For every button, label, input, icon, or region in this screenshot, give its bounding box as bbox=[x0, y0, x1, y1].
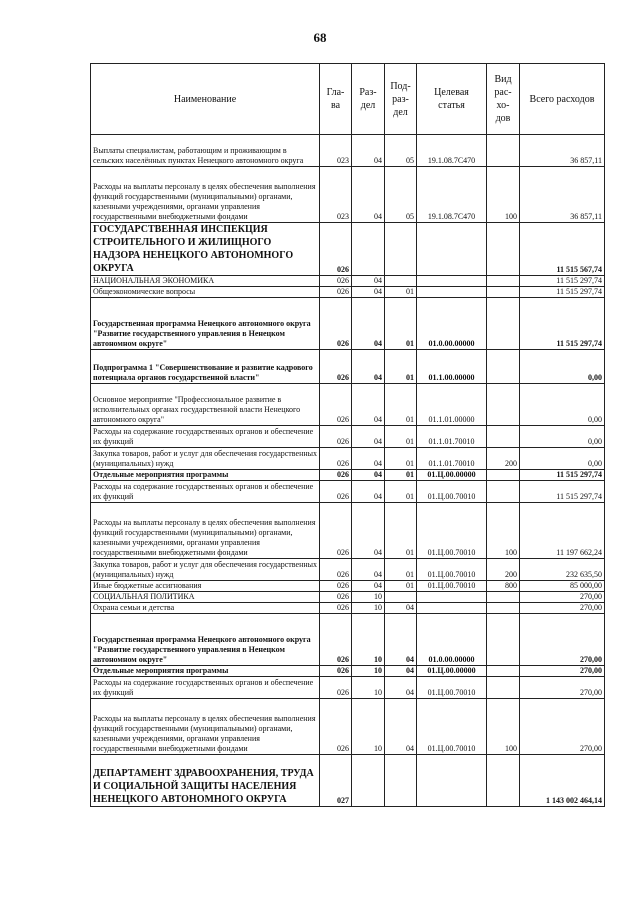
total-cell: 232 635,50 bbox=[520, 559, 605, 581]
total-cell: 85 000,00 bbox=[520, 581, 605, 592]
target-cell bbox=[417, 603, 487, 614]
total-cell: 1 143 002 464,14 bbox=[520, 755, 605, 807]
subsection-cell: 04 bbox=[385, 677, 417, 699]
chapter-cell: 026 bbox=[320, 298, 352, 350]
chapter-cell: 026 bbox=[320, 448, 352, 470]
expense-type-cell bbox=[487, 350, 520, 384]
section-cell: 04 bbox=[352, 426, 385, 448]
section-cell: 04 bbox=[352, 135, 385, 167]
table-body bbox=[91, 135, 605, 807]
target-cell bbox=[417, 755, 487, 807]
header-expense-type: Вид рас- хо- дов bbox=[487, 64, 520, 135]
chapter-cell: 023 bbox=[320, 135, 352, 167]
name-cell: Охрана семьи и детства bbox=[91, 603, 320, 614]
subsection-cell: 05 bbox=[385, 135, 417, 167]
expense-type-cell bbox=[487, 135, 520, 167]
total-cell: 0,00 bbox=[520, 350, 605, 384]
subsection-cell: 01 bbox=[385, 470, 417, 481]
total-cell: 270,00 bbox=[520, 699, 605, 755]
subsection-cell: 01 bbox=[385, 350, 417, 384]
target-cell: 01.Ц.00.00000 bbox=[417, 470, 487, 481]
table-row bbox=[91, 614, 605, 666]
chapter-cell: 026 bbox=[320, 603, 352, 614]
chapter-cell: 026 bbox=[320, 481, 352, 503]
target-cell: 01.0.00.00000 bbox=[417, 298, 487, 350]
total-cell: 270,00 bbox=[520, 614, 605, 666]
section-cell: 10 bbox=[352, 666, 385, 677]
target-cell bbox=[417, 223, 487, 276]
total-cell: 270,00 bbox=[520, 592, 605, 603]
section-cell: 10 bbox=[352, 699, 385, 755]
chapter-cell: 023 bbox=[320, 167, 352, 223]
chapter-cell: 026 bbox=[320, 677, 352, 699]
table-row bbox=[91, 559, 605, 581]
name-cell: Расходы на выплаты персоналу в целях обеспечения выполнения функций государственными (муниципальными) органами, казенными учреждениями, органами управления государственными внебюджетными фондами bbox=[91, 167, 320, 223]
subsection-cell: 05 bbox=[385, 167, 417, 223]
target-cell: 01.Ц.00.70010 bbox=[417, 481, 487, 503]
total-cell: 270,00 bbox=[520, 666, 605, 677]
name-cell: Расходы на содержание государственных органов и обеспечение их функций bbox=[91, 677, 320, 699]
expense-type-cell bbox=[487, 223, 520, 276]
subsection-cell: 01 bbox=[385, 384, 417, 426]
name-cell: Иные бюджетные ассигнования bbox=[91, 581, 320, 592]
name-cell: Государственная программа Ненецкого автономного округа "Развитие государственного управления в Ненецком автономном округе" bbox=[91, 298, 320, 350]
chapter-cell: 026 bbox=[320, 503, 352, 559]
subsection-cell: 04 bbox=[385, 603, 417, 614]
chapter-cell: 026 bbox=[320, 384, 352, 426]
chapter-cell: 026 bbox=[320, 470, 352, 481]
name-cell: Расходы на выплаты персоналу в целях обеспечения выполнения функций государственными (муниципальными) органами, казенными учреждениями, органами управления государственными внебюджетными фондами bbox=[91, 503, 320, 559]
chapter-cell: 026 bbox=[320, 350, 352, 384]
total-cell: 11 197 662,24 bbox=[520, 503, 605, 559]
target-cell: 01.Ц.00.70010 bbox=[417, 581, 487, 592]
section-cell: 04 bbox=[352, 581, 385, 592]
name-cell: Закупка товаров, работ и услуг для обеспечения государственных (муниципальных) нужд bbox=[91, 559, 320, 581]
name-cell: Отдельные мероприятия программы bbox=[91, 470, 320, 481]
section-cell: 04 bbox=[352, 298, 385, 350]
expense-type-cell bbox=[487, 276, 520, 287]
section-cell: 04 bbox=[352, 276, 385, 287]
subsection-cell: 04 bbox=[385, 614, 417, 666]
subsection-cell: 01 bbox=[385, 503, 417, 559]
chapter-cell: 026 bbox=[320, 559, 352, 581]
total-cell: 0,00 bbox=[520, 426, 605, 448]
header-subsection: Под- раз- дел bbox=[385, 64, 417, 135]
page-number: 68 bbox=[313, 30, 327, 45]
total-cell: 270,00 bbox=[520, 677, 605, 699]
section-cell: 04 bbox=[352, 503, 385, 559]
table-row bbox=[91, 666, 605, 677]
expense-type-cell: 800 bbox=[487, 581, 520, 592]
target-cell: 01.Ц.00.00000 bbox=[417, 666, 487, 677]
section-cell: 10 bbox=[352, 592, 385, 603]
total-cell: 36 857,11 bbox=[520, 167, 605, 223]
expense-type-cell: 200 bbox=[487, 559, 520, 581]
target-cell: 01.Ц.00.70010 bbox=[417, 503, 487, 559]
table-row bbox=[91, 135, 605, 167]
table-row bbox=[91, 699, 605, 755]
target-cell: 01.1.01.70010 bbox=[417, 426, 487, 448]
section-cell: 10 bbox=[352, 614, 385, 666]
subsection-cell: 01 bbox=[385, 481, 417, 503]
target-cell: 01.1.01.70010 bbox=[417, 448, 487, 470]
subsection-cell: 01 bbox=[385, 448, 417, 470]
table-row bbox=[91, 167, 605, 223]
subsection-cell: 04 bbox=[385, 699, 417, 755]
table-row bbox=[91, 581, 605, 592]
section-cell: 04 bbox=[352, 559, 385, 581]
name-cell: Подпрограмма 1 "Совершенствование и развитие кадрового потенциала органов государственной власти" bbox=[91, 350, 320, 384]
expense-type-cell bbox=[487, 384, 520, 426]
expense-type-cell bbox=[487, 592, 520, 603]
table-row bbox=[91, 448, 605, 470]
table-row bbox=[91, 287, 605, 298]
table-row bbox=[91, 503, 605, 559]
budget-table bbox=[90, 63, 605, 807]
table-row bbox=[91, 426, 605, 448]
target-cell bbox=[417, 592, 487, 603]
total-cell: 11 515 567,74 bbox=[520, 223, 605, 276]
expense-type-cell bbox=[487, 666, 520, 677]
section-cell: 04 bbox=[352, 470, 385, 481]
section-cell: 10 bbox=[352, 677, 385, 699]
subsection-cell: 04 bbox=[385, 666, 417, 677]
total-cell: 11 515 297,74 bbox=[520, 481, 605, 503]
table-row bbox=[91, 276, 605, 287]
table-row bbox=[91, 223, 605, 276]
total-cell: 0,00 bbox=[520, 448, 605, 470]
section-cell: 04 bbox=[352, 287, 385, 298]
target-cell: 19.1.08.7С470 bbox=[417, 167, 487, 223]
header-section: Раз- дел bbox=[352, 64, 385, 135]
target-cell: 01.0.00.00000 bbox=[417, 614, 487, 666]
table-row bbox=[91, 481, 605, 503]
expense-type-cell bbox=[487, 614, 520, 666]
header-target: Целевая статья bbox=[417, 64, 487, 135]
section-cell bbox=[352, 755, 385, 807]
name-cell: Расходы на выплаты персоналу в целях обеспечения выполнения функций государственными (муниципальными) органами, казенными учреждениями, органами управления государственными внебюджетными фондами bbox=[91, 699, 320, 755]
total-cell: 11 515 297,74 bbox=[520, 470, 605, 481]
name-cell: Основное мероприятие "Профессиональное развитие в исполнительных органах государственной власти Ненецкого автономного округа" bbox=[91, 384, 320, 426]
chapter-cell: 026 bbox=[320, 276, 352, 287]
total-cell: 11 515 297,74 bbox=[520, 276, 605, 287]
table-row bbox=[91, 755, 605, 807]
subsection-cell: 01 bbox=[385, 559, 417, 581]
chapter-cell: 026 bbox=[320, 287, 352, 298]
chapter-cell: 026 bbox=[320, 699, 352, 755]
name-cell: Общеэкономические вопросы bbox=[91, 287, 320, 298]
target-cell bbox=[417, 287, 487, 298]
section-cell: 04 bbox=[352, 481, 385, 503]
target-cell: 01.Ц.00.70010 bbox=[417, 559, 487, 581]
total-cell: 11 515 297,74 bbox=[520, 298, 605, 350]
target-cell: 01.1.00.00000 bbox=[417, 350, 487, 384]
target-cell: 01.Ц.00.70010 bbox=[417, 677, 487, 699]
chapter-cell: 026 bbox=[320, 666, 352, 677]
target-cell: 01.1.01.00000 bbox=[417, 384, 487, 426]
chapter-cell: 026 bbox=[320, 223, 352, 276]
header-name: Наименование bbox=[91, 64, 320, 135]
expense-type-cell bbox=[487, 426, 520, 448]
name-cell: ДЕПАРТАМЕНТ ЗДРАВООХРАНЕНИЯ, ТРУДА И СОЦИАЛЬНОЙ ЗАЩИТЫ НАСЕЛЕНИЯ НЕНЕЦКОГО АВТОНОМНОГО ОКРУГА bbox=[91, 755, 320, 807]
section-cell: 04 bbox=[352, 350, 385, 384]
chapter-cell: 026 bbox=[320, 592, 352, 603]
expense-type-cell bbox=[487, 755, 520, 807]
chapter-cell: 026 bbox=[320, 581, 352, 592]
table-row bbox=[91, 592, 605, 603]
table-row bbox=[91, 298, 605, 350]
subsection-cell bbox=[385, 755, 417, 807]
table-row bbox=[91, 603, 605, 614]
expense-type-cell bbox=[487, 298, 520, 350]
name-cell: Отдельные мероприятия программы bbox=[91, 666, 320, 677]
expense-type-cell bbox=[487, 470, 520, 481]
subsection-cell: 01 bbox=[385, 298, 417, 350]
header-chapter: Гла- ва bbox=[320, 64, 352, 135]
section-cell: 10 bbox=[352, 603, 385, 614]
header-total: Всего расходов bbox=[520, 64, 605, 135]
target-cell bbox=[417, 276, 487, 287]
expense-type-cell: 100 bbox=[487, 167, 520, 223]
name-cell: ГОСУДАРСТВЕННАЯ ИНСПЕКЦИЯ СТРОИТЕЛЬНОГО И ЖИЛИЩНОГО НАДЗОРА НЕНЕЦКОГО АВТОНОМНОГО ОКРУГА bbox=[91, 223, 320, 276]
total-cell: 270,00 bbox=[520, 603, 605, 614]
table-row bbox=[91, 677, 605, 699]
total-cell: 0,00 bbox=[520, 384, 605, 426]
expense-type-cell: 200 bbox=[487, 448, 520, 470]
subsection-cell bbox=[385, 276, 417, 287]
subsection-cell bbox=[385, 592, 417, 603]
subsection-cell: 01 bbox=[385, 287, 417, 298]
subsection-cell: 01 bbox=[385, 426, 417, 448]
expense-type-cell: 100 bbox=[487, 503, 520, 559]
total-cell: 11 515 297,74 bbox=[520, 287, 605, 298]
name-cell: СОЦИАЛЬНАЯ ПОЛИТИКА bbox=[91, 592, 320, 603]
section-cell bbox=[352, 223, 385, 276]
name-cell: Расходы на содержание государственных органов и обеспечение их функций bbox=[91, 426, 320, 448]
expense-type-cell bbox=[487, 677, 520, 699]
table-row bbox=[91, 350, 605, 384]
name-cell: Расходы на содержание государственных органов и обеспечение их функций bbox=[91, 481, 320, 503]
subsection-cell bbox=[385, 223, 417, 276]
chapter-cell: 027 bbox=[320, 755, 352, 807]
table-header-row bbox=[91, 64, 605, 135]
target-cell: 01.Ц.00.70010 bbox=[417, 699, 487, 755]
chapter-cell: 026 bbox=[320, 614, 352, 666]
name-cell: Закупка товаров, работ и услуг для обеспечения государственных (муниципальных) нужд bbox=[91, 448, 320, 470]
expense-type-cell bbox=[487, 287, 520, 298]
name-cell: НАЦИОНАЛЬНАЯ ЭКОНОМИКА bbox=[91, 276, 320, 287]
target-cell: 19.1.08.7С470 bbox=[417, 135, 487, 167]
chapter-cell: 026 bbox=[320, 426, 352, 448]
subsection-cell: 01 bbox=[385, 581, 417, 592]
expense-type-cell bbox=[487, 603, 520, 614]
section-cell: 04 bbox=[352, 448, 385, 470]
expense-type-cell: 100 bbox=[487, 699, 520, 755]
section-cell: 04 bbox=[352, 384, 385, 426]
name-cell: Государственная программа Ненецкого автономного округа "Развитие государственного управления в Ненецком автономном округе" bbox=[91, 614, 320, 666]
table-row bbox=[91, 384, 605, 426]
table-row bbox=[91, 470, 605, 481]
section-cell: 04 bbox=[352, 167, 385, 223]
name-cell: Выплаты специалистам, работающим и проживающим в сельских населённых пунктах Ненецкого автономного округа bbox=[91, 135, 320, 167]
expense-type-cell bbox=[487, 481, 520, 503]
total-cell: 36 857,11 bbox=[520, 135, 605, 167]
